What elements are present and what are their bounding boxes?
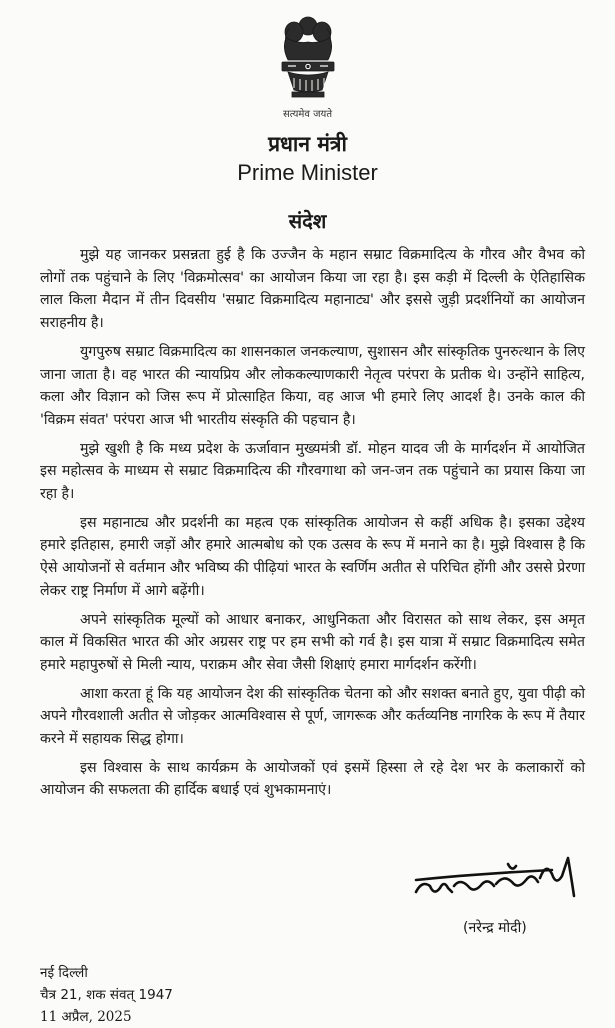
date-gregorian: 11 अप्रैल, 2025 xyxy=(40,1009,132,1025)
message-body xyxy=(40,244,585,808)
emblem-motto: सत्यमेव जयते xyxy=(282,109,333,120)
signatory-name: (नरेन्द्र मोदी) xyxy=(463,920,527,936)
date-hindi-calendar: चैत्र 21, शक संवत् 1947 xyxy=(40,987,173,1003)
handwritten-signature xyxy=(412,852,582,912)
message-paragraph-6: आशा करता हूं कि यह आयोजन देश की सांस्कृतिक चेतना को और सशक्त बनाते हुए, युवा पीढ़ी को अपने गौरवशाली अतीत से जोड़कर आत्मविश्वास से पूर्ण, जागरूक और कर्तव्यनिष्ठ नागरिक के रूप में तैयार करने में सहायक सिद्ध होगा। xyxy=(40,685,585,748)
national-emblem-icon xyxy=(268,8,348,108)
message-paragraph-1: मुझे यह जानकर प्रसन्नता हुई है कि उज्जैन के महान सम्राट विक्रमादित्य के गौरव और वैभव को लोगों तक पहुंचाने के लिए 'विक्रमोत्सव' का आयोजन किया जा रहा है। इस कड़ी में दिल्ली के ऐतिहासिक लाल किला मैदान में तीन दिवसीय 'सम्राट विक्रमादित्य महानाट्य' और इससे जुड़ी प्रदर्शनियों का आयोजन सराहनीय है। xyxy=(40,247,585,332)
message-paragraph-5: अपने सांस्कृतिक मूल्यों को आधार बनाकर, आधुनिकता और विरासत को साथ लेकर, इस अमृत काल में विकसित भारत की ओर अग्रसर राष्ट्र पर हम सभी को गर्व है। इस यात्रा में सम्राट विक्रमादित्य समेत हमारे महापुरुषों से मिली न्याय, पराक्रम और सेवा जैसी शिक्षाएं हमारा मार्गदर्शन करेंगी। xyxy=(40,611,585,673)
message-paragraph-2: युगपुरुष सम्राट विक्रमादित्य का शासनकाल जनकल्याण, सुशासन और सांस्कृतिक पुनरुत्थान के लिए जाना जाता है। वह भारत की न्यायप्रिय और लोककल्याणकारी नेतृत्व परंपरा के प्रतीक थे। उन्होंने साहित्य, कला और विज्ञान को जिस रूप में प्रोत्साहित किया, वह आज भी हमारे लिए आदर्श है। उनके काल की 'विक्रम संवत' परंपरा आज भी भारतीय संस्कृति की पहचान है। xyxy=(40,343,585,428)
message-paragraph-3: मुझे खुशी है कि मध्य प्रदेश के ऊर्जावान मुख्यमंत्री डॉ. मोहन यादव जी के मार्गदर्शन में आयोजित इस महोत्सव के माध्यम से सम्राट विक्रमादित्य की गौरवगाथा को जन-जन तक पहुंचाने का प्रयास किया जा रहा है। xyxy=(40,440,585,503)
place: नई दिल्ली xyxy=(40,965,88,981)
message-heading: संदेश xyxy=(288,209,327,233)
message-paragraph-7: इस विश्वास के साथ कार्यक्रम के आयोजकों एवं इसमें हिस्सा ले रहे देश भर के कलाकारों को आयोजन की सफलता की हार्दिक बधाई एवं शुभकामनाएं। xyxy=(40,759,585,799)
message-paragraph-4: इस महानाट्य और प्रदर्शनी का महत्व एक सांस्कृतिक आयोजन से कहीं अधिक है। इसका उद्देश्य हमारे इतिहास, हमारी जड़ों और हमारे आत्मबोध को एक उत्सव के रूप में मनाने का है। मुझे विश्वास है कि ऐसे आयोजनों से वर्तमान और भविष्य की पीढ़ियां भारत के स्वर्णिम अतीत से परिचित होंगी और उससे प्रेरणा लेकर राष्ट्र निर्माण में आगे बढ़ेंगी। xyxy=(40,514,585,599)
title-hindi: प्रधान मंत्री xyxy=(268,132,347,156)
place-date-block xyxy=(40,962,173,1028)
title-english: Prime Minister xyxy=(237,160,378,185)
